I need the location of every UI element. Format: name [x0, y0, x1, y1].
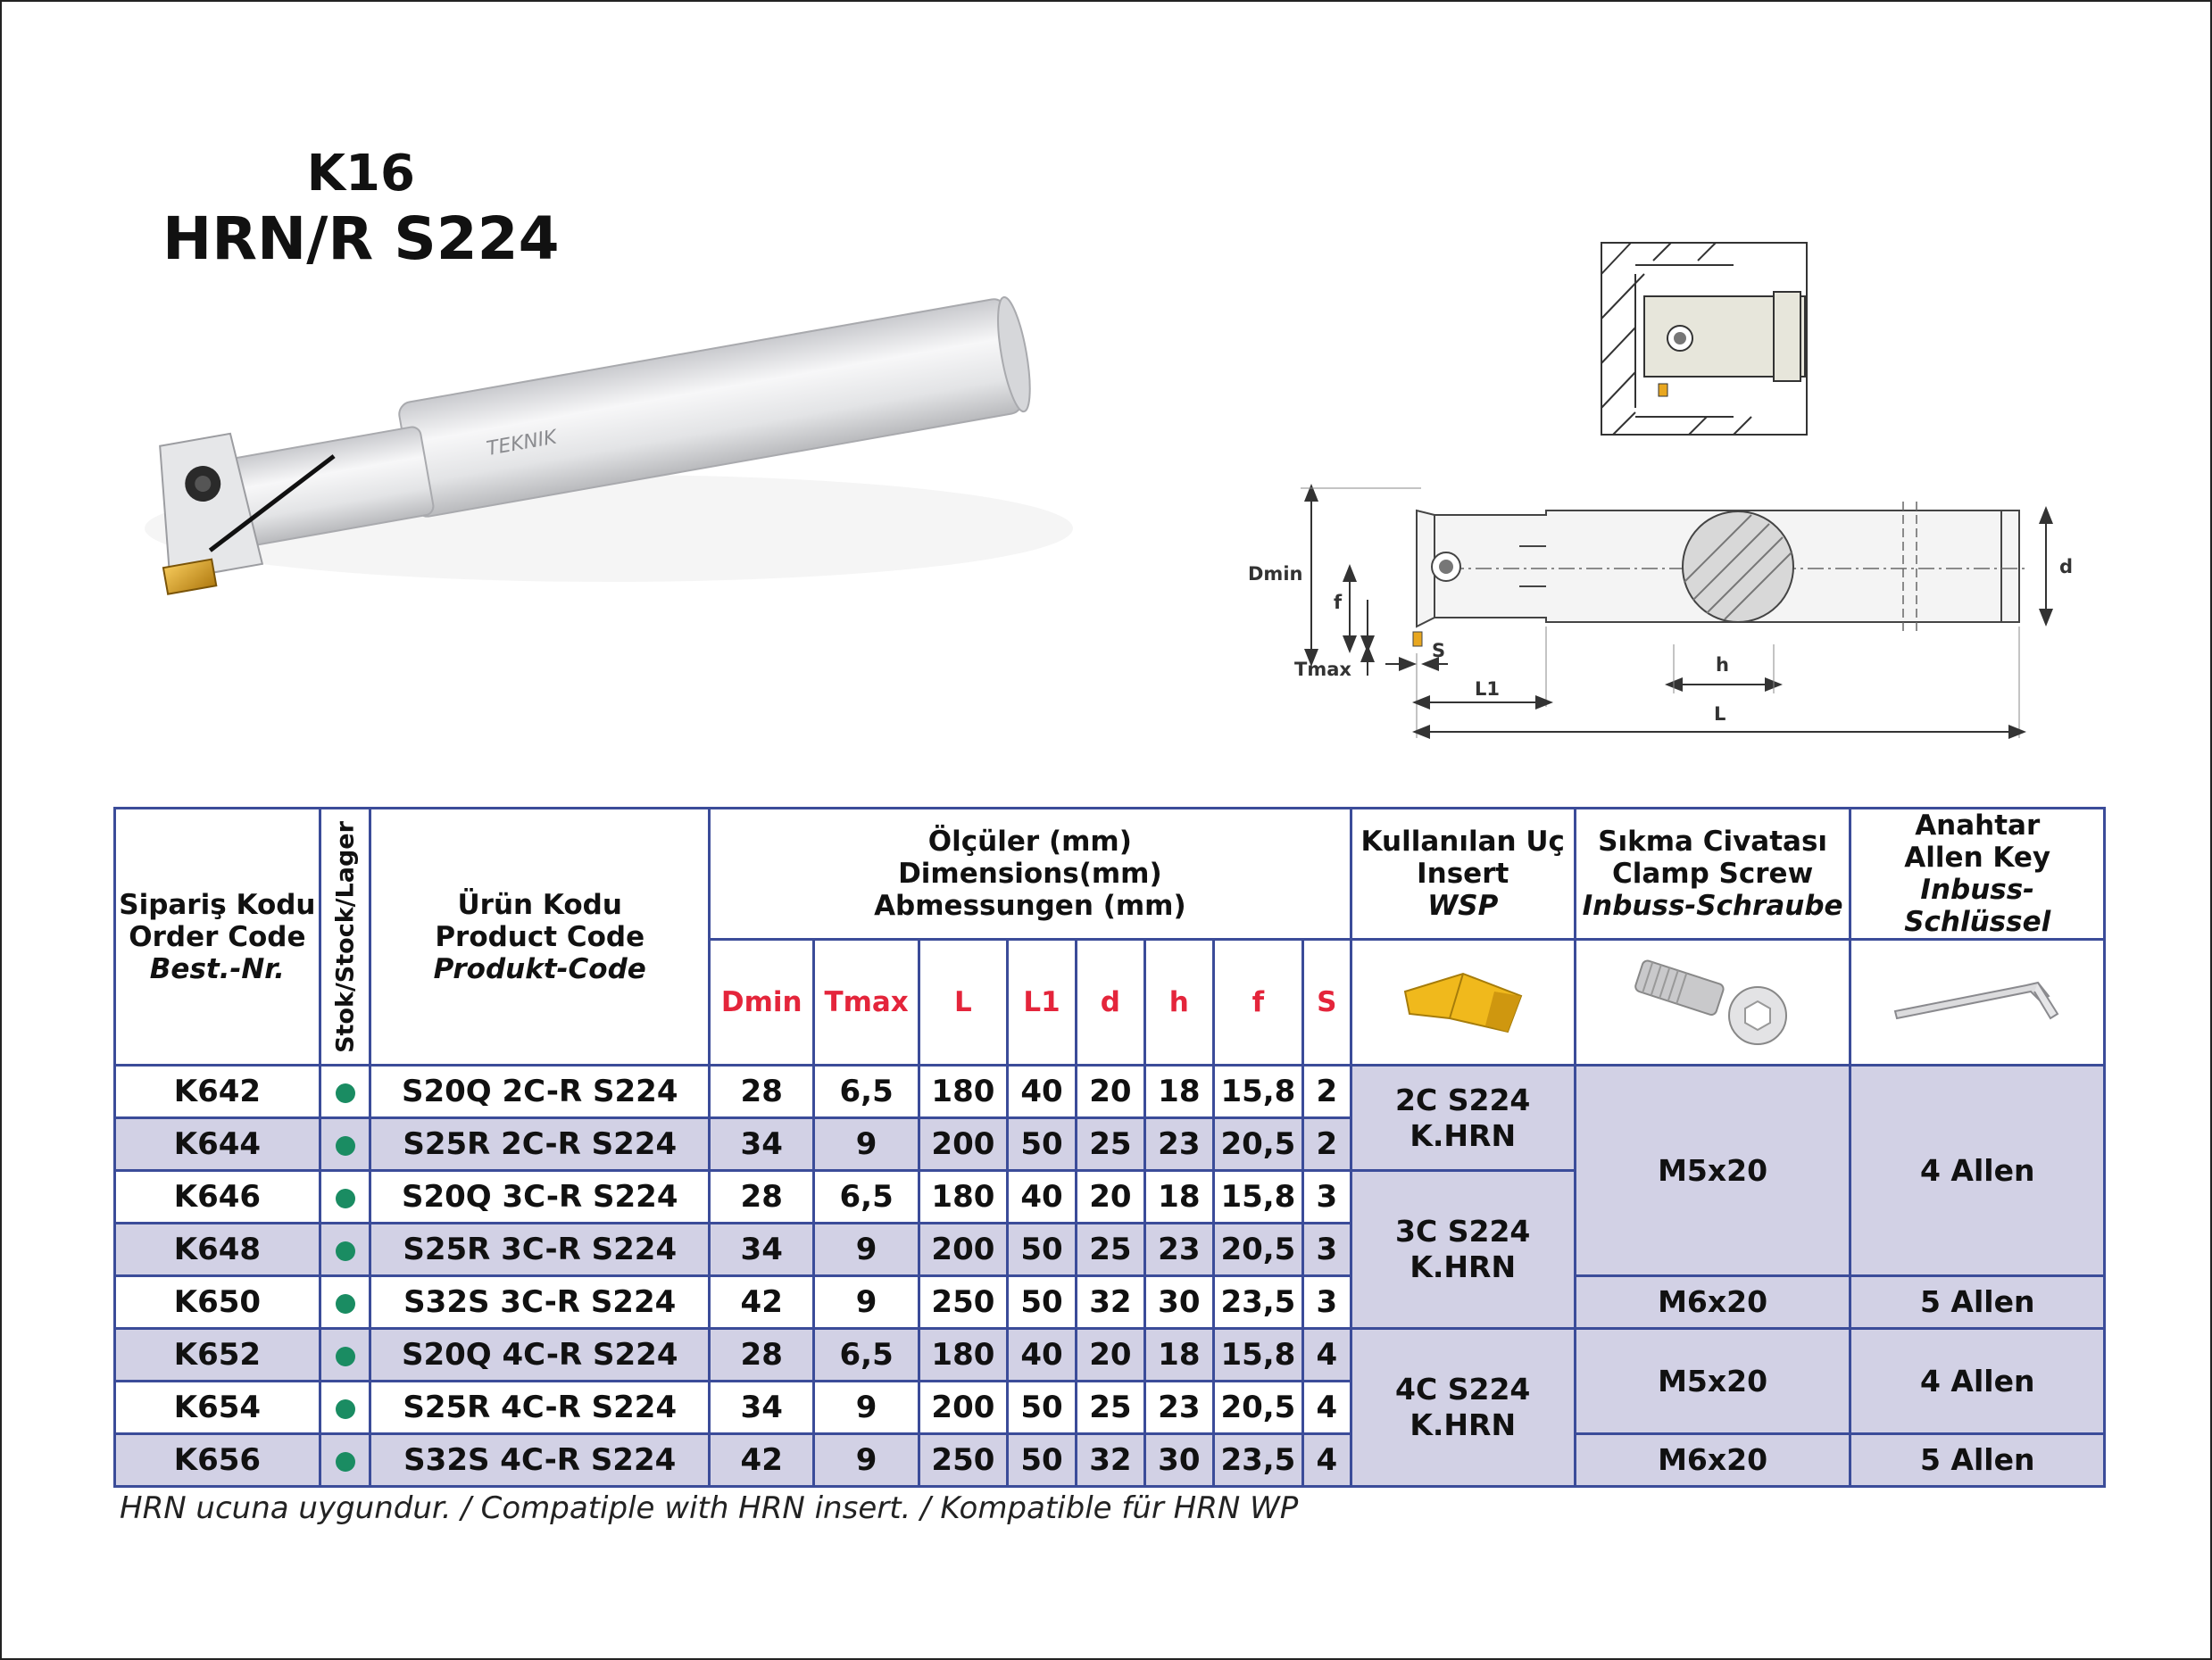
header-clamp-screw: Sıkma Civatası Clamp Screw Inbuss-Schraube: [1575, 809, 1850, 940]
product-code: S25R 4C-R S224: [370, 1382, 710, 1434]
table-row: [115, 1066, 2105, 1118]
order-code: K646: [115, 1171, 320, 1224]
clamp-screw-image: [1624, 951, 1802, 1050]
header-stock: Stok/Stock/Lager: [320, 809, 370, 1066]
dim-l1: 40: [1008, 1066, 1077, 1118]
label-tmax: Tmax: [1294, 659, 1351, 680]
dim-l: 180: [919, 1171, 1007, 1224]
dim-l: 200: [919, 1382, 1007, 1434]
in-stock-dot-icon: [336, 1189, 355, 1208]
order-code: K652: [115, 1329, 320, 1382]
stock-indicator: [320, 1171, 370, 1224]
stock-indicator: [320, 1434, 370, 1487]
dim-d: 20: [1076, 1329, 1144, 1382]
stock-indicator: [320, 1066, 370, 1118]
allen-key-image: [1888, 960, 2066, 1041]
dim-f: 15,8: [1213, 1066, 1302, 1118]
tool-brand-text: TEKNIK: [485, 426, 559, 461]
dim-d: 25: [1076, 1118, 1144, 1171]
dim-h: 23: [1144, 1224, 1213, 1276]
dim-d: 25: [1076, 1224, 1144, 1276]
product-code: S20Q 4C-R S224: [370, 1329, 710, 1382]
dim-l1: 50: [1008, 1382, 1077, 1434]
dim-l1: 40: [1008, 1329, 1077, 1382]
dim-dmin: 34: [710, 1118, 814, 1171]
dim-h: 18: [1144, 1171, 1213, 1224]
dim-l1: 50: [1008, 1276, 1077, 1329]
dim-d: 25: [1076, 1382, 1144, 1434]
dim-dmin: 34: [710, 1382, 814, 1434]
label-s: S: [1432, 640, 1446, 661]
dim-s: 3: [1302, 1171, 1351, 1224]
dim-header-d: d: [1076, 940, 1144, 1066]
dim-s: 2: [1302, 1066, 1351, 1118]
dim-tmax: 6,5: [814, 1171, 919, 1224]
dim-f: 23,5: [1213, 1276, 1302, 1329]
order-code: K644: [115, 1118, 320, 1171]
dim-h: 18: [1144, 1066, 1213, 1118]
dim-tmax: 9: [814, 1118, 919, 1171]
dim-l1: 50: [1008, 1434, 1077, 1487]
product-code: S32S 4C-R S224: [370, 1434, 710, 1487]
clamp-screw-cell: M5x20: [1575, 1329, 1850, 1434]
product-code: S20Q 3C-R S224: [370, 1171, 710, 1224]
table-row: [115, 1434, 2105, 1487]
dim-s: 4: [1302, 1329, 1351, 1382]
product-model-title: HRN/R S224: [162, 204, 560, 273]
dim-f: 20,5: [1213, 1118, 1302, 1171]
stock-indicator: [320, 1382, 370, 1434]
label-h: h: [1716, 654, 1729, 676]
insert-cell: 3C S224 K.HRN: [1351, 1171, 1575, 1329]
clamp-screw-cell: M6x20: [1575, 1434, 1850, 1487]
dim-f: 15,8: [1213, 1329, 1302, 1382]
insert-image: [1396, 956, 1530, 1045]
dim-dmin: 42: [710, 1434, 814, 1487]
dim-tmax: 9: [814, 1276, 919, 1329]
label-l: L: [1714, 703, 1726, 725]
clamp-screw-cell: M6x20: [1575, 1276, 1850, 1329]
dim-d: 20: [1076, 1171, 1144, 1224]
header-product-code: Ürün Kodu Product Code Produkt-Code: [370, 809, 710, 1066]
product-code: S20Q 2C-R S224: [370, 1066, 710, 1118]
label-l1: L1: [1475, 678, 1500, 700]
dim-tmax: 6,5: [814, 1329, 919, 1382]
dim-dmin: 42: [710, 1276, 814, 1329]
dim-h: 23: [1144, 1382, 1213, 1434]
dim-l: 180: [919, 1066, 1007, 1118]
insert-cell: 4C S224 K.HRN: [1351, 1329, 1575, 1487]
in-stock-dot-icon: [336, 1399, 355, 1419]
product-series-code: K16: [306, 145, 415, 203]
insert-cell: 2C S224 K.HRN: [1351, 1066, 1575, 1171]
header-allen-key: Anahtar Allen Key Inbuss-Schlüssel: [1850, 809, 2105, 940]
dim-l1: 50: [1008, 1118, 1077, 1171]
dim-tmax: 9: [814, 1224, 919, 1276]
in-stock-dot-icon: [336, 1452, 355, 1472]
dim-header-dmin: Dmin: [710, 940, 814, 1066]
dim-f: 20,5: [1213, 1224, 1302, 1276]
dim-header-l: L: [919, 940, 1007, 1066]
product-code: S25R 3C-R S224: [370, 1224, 710, 1276]
dim-l1: 50: [1008, 1224, 1077, 1276]
order-code: K650: [115, 1276, 320, 1329]
dim-header-s: S: [1302, 940, 1351, 1066]
dim-l: 180: [919, 1329, 1007, 1382]
dim-tmax: 6,5: [814, 1066, 919, 1118]
dim-h: 30: [1144, 1434, 1213, 1487]
header-order-code: Sipariş Kodu Order Code Best.-Nr.: [115, 809, 320, 1066]
dim-header-tmax: Tmax: [814, 940, 919, 1066]
allen-key-cell: 5 Allen: [1850, 1276, 2105, 1329]
stock-indicator: [320, 1329, 370, 1382]
order-code: K648: [115, 1224, 320, 1276]
compatibility-footnote: HRN ucuna uygundur. / Compatiple with HRN insert. / Kompatible für HRN WP: [120, 1490, 1299, 1526]
in-stock-dot-icon: [336, 1136, 355, 1156]
product-spec-table: [113, 807, 2106, 1488]
dim-header-h: h: [1144, 940, 1213, 1066]
dim-f: 15,8: [1213, 1171, 1302, 1224]
dim-s: 3: [1302, 1224, 1351, 1276]
dim-l: 250: [919, 1434, 1007, 1487]
dimension-drawing: [1234, 466, 2082, 751]
dim-dmin: 28: [710, 1329, 814, 1382]
product-code: S25R 2C-R S224: [370, 1118, 710, 1171]
allen-key-cell: 4 Allen: [1850, 1066, 2105, 1276]
dim-l: 250: [919, 1276, 1007, 1329]
dim-f: 20,5: [1213, 1382, 1302, 1434]
key-image-cell: [1850, 940, 2105, 1066]
dim-d: 32: [1076, 1434, 1144, 1487]
dim-header-f: f: [1213, 940, 1302, 1066]
order-code: K656: [115, 1434, 320, 1487]
label-d: d: [2059, 556, 2074, 577]
label-f: f: [1334, 592, 1343, 613]
insert-image-cell: [1351, 940, 1575, 1066]
insert-detail-drawing: [1591, 238, 1814, 439]
order-code: K654: [115, 1382, 320, 1434]
allen-key-cell: 5 Allen: [1850, 1434, 2105, 1487]
header-dimensions: Ölçüler (mm) Dimensions(mm) Abmessungen (mm): [710, 809, 1351, 940]
label-dmin: Dmin: [1248, 563, 1303, 585]
dim-s: 4: [1302, 1434, 1351, 1487]
in-stock-dot-icon: [336, 1241, 355, 1261]
dim-tmax: 9: [814, 1382, 919, 1434]
header-insert: Kullanılan Uç Insert WSP: [1351, 809, 1575, 940]
stock-indicator: [320, 1276, 370, 1329]
table-row: [115, 1276, 2105, 1329]
dim-tmax: 9: [814, 1434, 919, 1487]
dim-s: 2: [1302, 1118, 1351, 1171]
dim-d: 32: [1076, 1276, 1144, 1329]
stock-indicator: [320, 1118, 370, 1171]
order-code: K642: [115, 1066, 320, 1118]
in-stock-dot-icon: [336, 1083, 355, 1103]
in-stock-dot-icon: [336, 1294, 355, 1314]
dim-header-l1: L1: [1008, 940, 1077, 1066]
product-code: S32S 3C-R S224: [370, 1276, 710, 1329]
dim-l1: 40: [1008, 1171, 1077, 1224]
allen-key-cell: 4 Allen: [1850, 1329, 2105, 1434]
in-stock-dot-icon: [336, 1347, 355, 1366]
dim-d: 20: [1076, 1066, 1144, 1118]
screw-image-cell: [1575, 940, 1850, 1066]
dim-dmin: 28: [710, 1066, 814, 1118]
clamp-screw-cell: M5x20: [1575, 1066, 1850, 1276]
dim-h: 30: [1144, 1276, 1213, 1329]
tool-holder-photo: [109, 234, 1091, 609]
table-row: [115, 1329, 2105, 1382]
dim-dmin: 34: [710, 1224, 814, 1276]
dim-l: 200: [919, 1118, 1007, 1171]
stock-indicator: [320, 1224, 370, 1276]
dim-h: 18: [1144, 1329, 1213, 1382]
dim-f: 23,5: [1213, 1434, 1302, 1487]
dim-s: 3: [1302, 1276, 1351, 1329]
dim-h: 23: [1144, 1118, 1213, 1171]
dim-l: 200: [919, 1224, 1007, 1276]
dim-dmin: 28: [710, 1171, 814, 1224]
dim-s: 4: [1302, 1382, 1351, 1434]
